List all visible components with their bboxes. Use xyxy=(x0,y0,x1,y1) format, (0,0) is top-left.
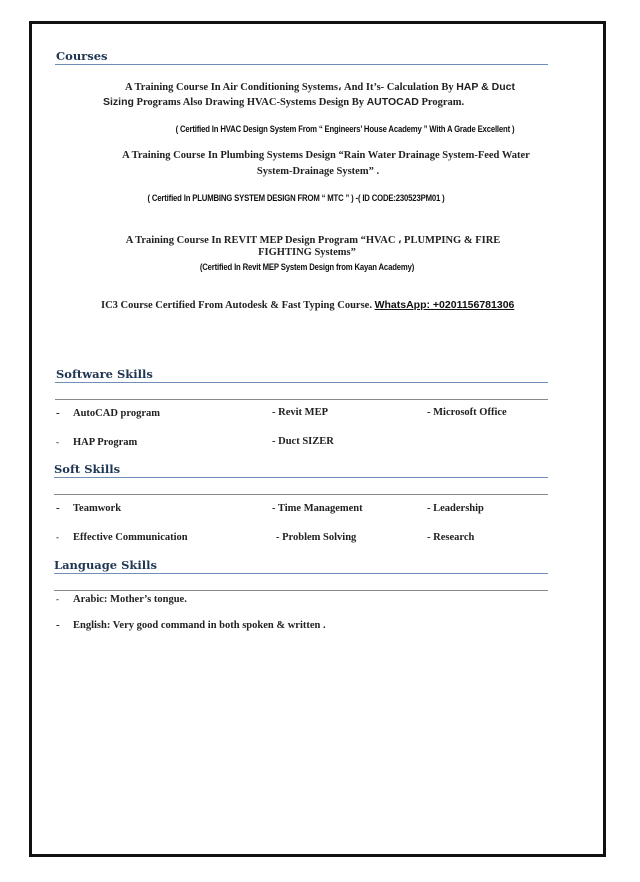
course-2-line-1: A Training Course In Plumbing Systems Design “Rain Water Drainage System-Feed Water xyxy=(122,150,530,161)
course-1-certificate: ( Certified In HVAC Design System From “ Engineers’ House Academy ” With A Grade Excellent ) xyxy=(175,124,515,134)
course-3-line-2: FIGHTING Systems” xyxy=(258,247,356,258)
language-bullet-2: - xyxy=(56,619,60,631)
soft-item-communication: Effective Communication xyxy=(73,532,188,543)
software-bullet-2: - xyxy=(56,437,59,447)
soft-rule-blue xyxy=(54,477,548,478)
course-1-text-e: AUTOCAD xyxy=(366,96,419,108)
course-2-certificate: ( Certified In PLUMBING SYSTEM DESIGN FROM “ MTC ” ) -( ID CODE:230523PM01 ) xyxy=(147,193,445,203)
course-3-certificate: (Certified In Revit MEP System Design from Kayan Academy) xyxy=(199,262,415,272)
software-item-duct: - Duct SIZER xyxy=(272,436,334,447)
course-1-text-d: Programs Also Drawing HVAC-Systems Design By xyxy=(136,97,364,108)
soft-rule-gray xyxy=(54,494,548,495)
soft-item-time-management: - Time Management xyxy=(272,503,363,514)
whatsapp-link[interactable]: WhatsApp: +0201156781306 xyxy=(374,299,515,311)
soft-item-research: - Research xyxy=(427,532,475,543)
course-1-line-2 xyxy=(103,96,464,108)
language-rule-blue xyxy=(54,573,548,574)
course-1-text-f: Program. xyxy=(421,97,465,108)
course-2-line-2: System-Drainage System” . xyxy=(256,166,380,177)
course-3-line-1: A Training Course In REVIT MEP Design Program “HVAC ، PLUMPING & FIRE xyxy=(125,235,501,246)
software-rule-blue xyxy=(55,382,548,383)
course-1-text-a: A Training Course In Air Conditioning Systems، And It’s- Calculation By xyxy=(125,82,454,93)
software-item-office: - Microsoft Office xyxy=(427,407,507,418)
course-4-line xyxy=(101,299,514,311)
software-skills-heading: Software Skills xyxy=(56,367,153,381)
soft-item-teamwork: Teamwork xyxy=(73,503,122,514)
courses-rule xyxy=(55,64,548,65)
course-1-text-c: Sizing xyxy=(103,96,134,108)
language-item-arabic: Arabic: Mother’s tongue. xyxy=(73,594,187,605)
course-1-text-b: HAP & Duct xyxy=(456,81,515,93)
software-item-autocad: AutoCAD program xyxy=(73,408,161,419)
software-bullet-1: - xyxy=(56,407,60,419)
soft-skills-heading: Soft Skills xyxy=(54,462,121,476)
software-item-revit: - Revit MEP xyxy=(272,407,328,418)
soft-bullet-1: - xyxy=(56,502,60,514)
course-1-line-1 xyxy=(0,81,640,93)
language-skills-heading: Language Skills xyxy=(54,558,157,572)
language-rule-gray xyxy=(54,590,548,591)
courses-heading: Courses xyxy=(56,49,108,63)
language-item-english: English: Very good command in both spoken & written . xyxy=(73,620,326,631)
software-rule-gray xyxy=(55,399,548,400)
language-bullet-1: - xyxy=(56,594,59,604)
course-4-text: IC3 Course Certified From Autodesk & Fast Typing Course. xyxy=(101,300,372,311)
soft-item-leadership: - Leadership xyxy=(427,503,484,514)
soft-bullet-2: - xyxy=(56,532,59,542)
soft-item-problem-solving: - Problem Solving xyxy=(276,532,357,543)
software-item-hap: HAP Program xyxy=(73,437,138,448)
